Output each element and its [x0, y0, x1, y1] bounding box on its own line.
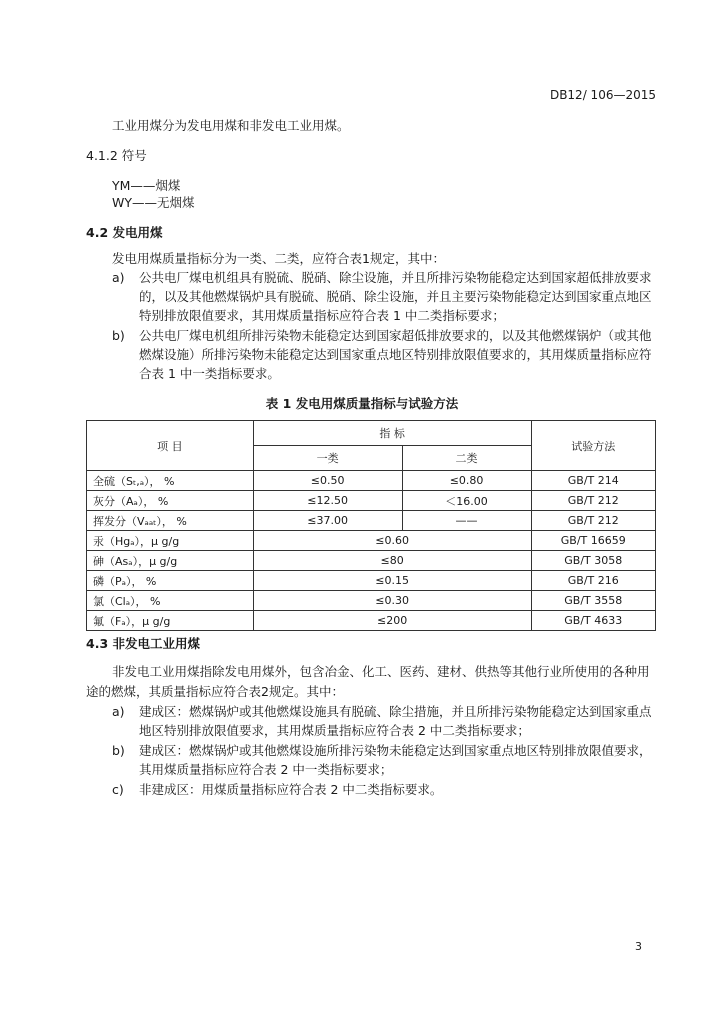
cell-item: 全硫（Sₜ,ₐ）， %	[87, 471, 254, 491]
cell-method: GB/T 3558	[531, 591, 656, 611]
heading-4-2: 4.2 发电用煤	[86, 225, 163, 240]
cell-item: 氟（Fₐ），μ g/g	[87, 611, 254, 631]
cell-item: 砷（Asₐ），μ g/g	[87, 551, 254, 571]
list-item-marker: a)	[112, 704, 125, 719]
list-item-marker: b)	[112, 743, 125, 758]
cell-method: GB/T 3058	[531, 551, 656, 571]
document-code: DB12/ 106—2015	[549, 88, 656, 102]
list-item-line: 建成区：燃煤锅炉或其他燃煤设施具有脱硫、除尘措施，并且所排污染物能稳定达到国家重点	[139, 704, 652, 719]
cell-merged: ≤0.15	[253, 571, 531, 591]
cell-merged: ≤0.60	[253, 531, 531, 551]
list-item-line: 其用煤质量指标应符合表 2 中一类指标要求；	[139, 762, 393, 777]
cell-class2: ≤0.80	[402, 471, 531, 491]
list-item-marker: c)	[112, 782, 124, 797]
list-item-line: 特别排放限值要求，其用煤质量指标应符合表 1 中二类指标要求；	[139, 308, 505, 323]
table-row	[87, 591, 656, 611]
cell-method: GB/T 4633	[531, 611, 656, 631]
sec-4-3-intro-line: 非发电工业用煤指除发电用煤外，包含冶金、化工、医药、建材、供热等其他行业所使用的各种用	[112, 664, 650, 679]
cell-item: 挥发分（Vₐₐₜ）， %	[87, 511, 254, 531]
table-row	[87, 531, 656, 551]
cell-class2: ——	[402, 511, 531, 531]
list-item-line: 建成区：燃煤锅炉或其他燃煤设施所排污染物未能稳定达到国家重点地区特别排放限值要求，	[139, 743, 652, 758]
cell-class1: ≤0.50	[253, 471, 402, 491]
cell-item: 灰分（Aₐ）， %	[87, 491, 254, 511]
cell-item: 磷（Pₐ）， %	[87, 571, 254, 591]
cell-class1: ≤12.50	[253, 491, 402, 511]
header-method: 试验方法	[531, 421, 656, 471]
header-index: 指 标	[253, 421, 531, 446]
list-item-line: 公共电厂煤电机组所排污染物未能稳定达到国家超低排放要求的，以及其他燃煤锅炉（或其他	[139, 328, 652, 343]
list-item-line: 合表 1 中一类指标要求。	[139, 366, 280, 381]
header-class1: 一类	[253, 446, 402, 471]
sec-4-3-intro-line: 途的燃煤，其质量指标应符合表2规定。其中：	[86, 684, 344, 699]
cell-item: 氯（Clₐ）， %	[87, 591, 254, 611]
list-item-line: 公共电厂煤电机组具有脱硫、脱硝、除尘设施，并且所排污染物能稳定达到国家超低排放要求	[139, 270, 652, 285]
header-item: 项 目	[87, 421, 254, 471]
table-row	[87, 511, 656, 531]
symbol-line-wy: WY——无烟煤	[112, 195, 195, 210]
cell-method: GB/T 212	[531, 511, 656, 531]
header-class2: 二类	[402, 446, 531, 471]
heading-4-3: 4.3 非发电工业用煤	[86, 636, 200, 651]
table-row	[87, 491, 656, 511]
list-item-marker: b)	[112, 328, 125, 343]
cell-method: GB/T 214	[531, 471, 656, 491]
table-row	[87, 551, 656, 571]
cell-method: GB/T 216	[531, 571, 656, 591]
cell-method: GB/T 212	[531, 491, 656, 511]
cell-merged: ≤80	[253, 551, 531, 571]
symbol-line-ym: YM——烟煤	[112, 178, 181, 193]
cell-method: GB/T 16659	[531, 531, 656, 551]
table-row	[87, 471, 656, 491]
cell-merged: ≤0.30	[253, 591, 531, 611]
cell-class2: ＜16.00	[402, 491, 531, 511]
list-item-line: 燃煤设施）所排污染物未能稳定达到国家重点地区特别排放限值要求的，其用煤质量指标应符	[139, 347, 652, 362]
heading-4-1-2: 4.1.2 符号	[86, 148, 147, 163]
list-item-line: 非建成区：用煤质量指标应符合表 2 中二类指标要求。	[139, 782, 443, 797]
list-item-line: 的，以及其他燃煤锅炉具有脱硫、脱硝、除尘设施，并且主要污染物能稳定达到国家重点地区	[139, 289, 652, 304]
list-item-line: 地区特别排放限值要求，其用煤质量指标应符合表 2 中二类指标要求；	[139, 723, 530, 738]
coal-quality-table	[86, 420, 656, 631]
table-caption: 表 1 发电用煤质量指标与试验方法	[265, 396, 459, 411]
table-row	[87, 571, 656, 591]
page-number: 3	[635, 940, 642, 953]
cell-merged: ≤200	[253, 611, 531, 631]
table-row	[87, 611, 656, 631]
sec-4-2-intro: 发电用煤质量指标分为一类、二类，应符合表1规定，其中：	[112, 251, 445, 266]
intro-line: 工业用煤分为发电用煤和非发电工业用煤。	[112, 118, 350, 133]
cell-item: 汞（Hgₐ），μ g/g	[87, 531, 254, 551]
list-item-marker: a)	[112, 270, 125, 285]
cell-class1: ≤37.00	[253, 511, 402, 531]
